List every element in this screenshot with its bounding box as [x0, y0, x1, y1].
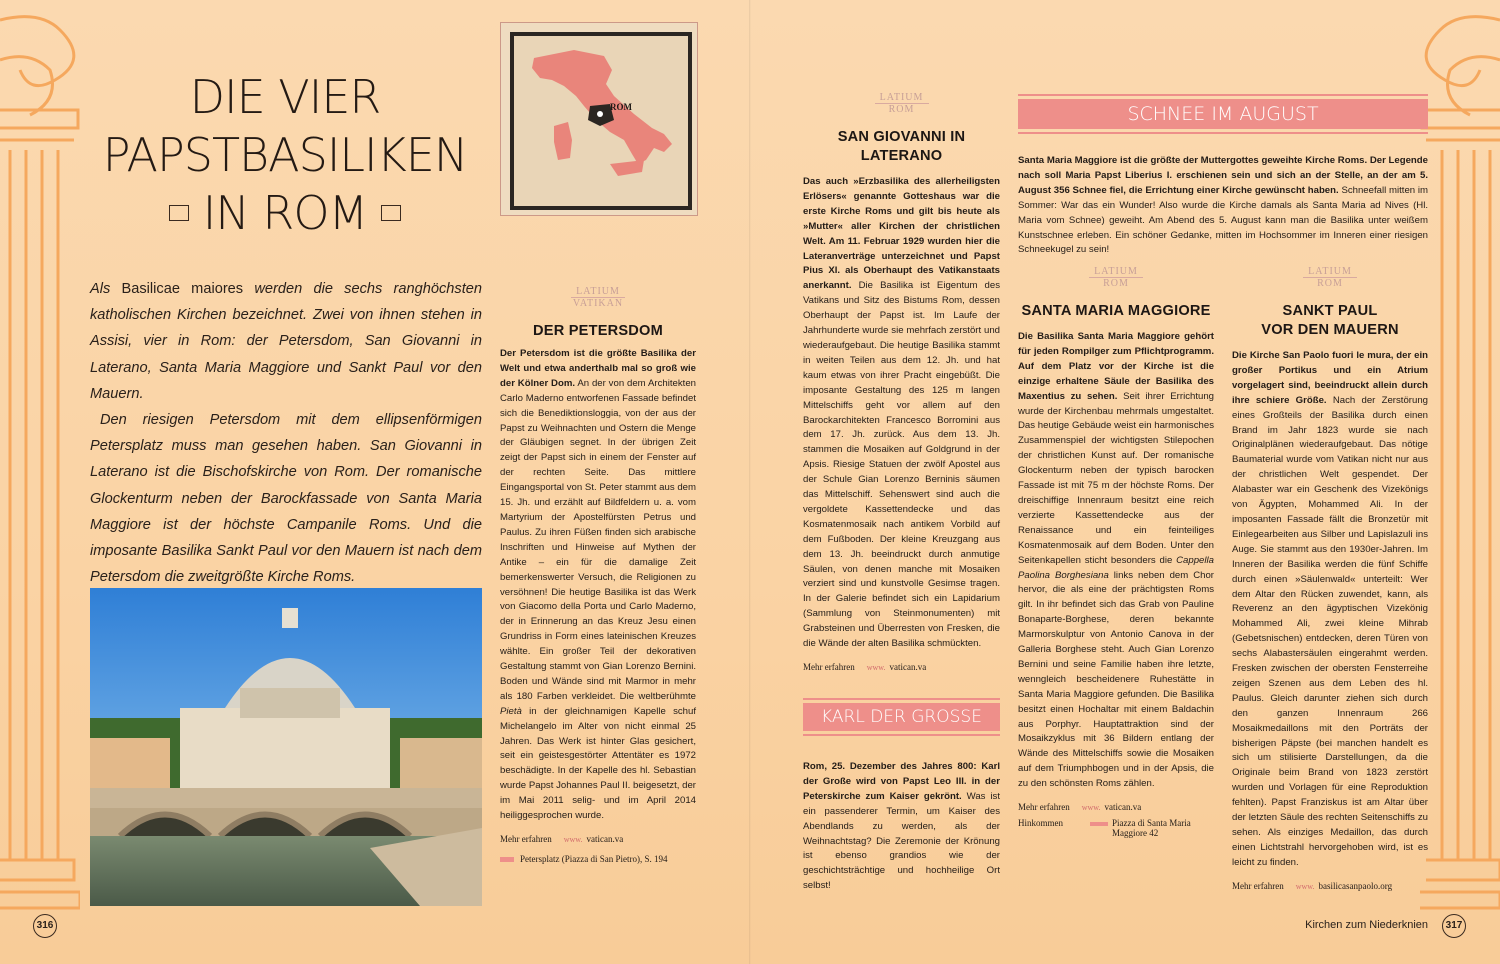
section-body: Die Basilika Santa Maria Maggiore gehört für jeden Rompilger zum Pflichtprogramm. Auf dem Platz vor der Kirche ist die einzige erhaltene Säule der Basilika des Maxentius zu sehen. Seit ihrer Errichtung wurde der Kirchenbau mehrmals umgestaltet. Das heutige Gebäude weist ein harmonisches Zusammenspiel der wichtigsten Stilepochen der christlichen Kunst auf. Der romanische Glockenturm neben der typisch barocken Fassade ist mit 75 m der höchste Roms. Der dreischiffige Innenraum besitzt eine reich verzierte Kassettendecke aus der Renaissance und ein feinteiliges Kosmatenmosaik auf dem Boden. Unter den Seitenkapellen sticht besonders die Cappella Paolina Borghesiana links neben dem Chor hervor, die als eine der prächtigsten Roms gilt. In ihr befindet sich das Grab von Pauline Bonaparte-Borghese, deren bekannte Marmorskulptur von Antonio Canova in der Galleria Borghese steht. Auch Gian Lorenzo Bernini und seine Familie haben ihre letzte, wenngleich bescheidenere Ruhestätte in Santa Maria Maggiore gefunden. Die Basilika besitzt einen Hochaltar mit einem Baldachin aus Porphyr. Hauptattraktion sind der Mosaikzyklus mit 36 Bildern entlang der Wände des Mittelschiffs sowie die Mosaiken auf dem Triumphbogen und in der Apsis, die zu den schönsten Roms zählen. [1018, 331, 1215, 790]
section-heading: SANKT PAUL VOR DEN MAUERN [1261, 303, 1399, 338]
footer-section-title: Kirchen zum Niederknien [1305, 919, 1428, 931]
section-body: Die Kirche San Paolo fuori le mura, der ein großer Portikus und ein Atrium vorgelagert sind, beeindruckt allein durch ihre schiere Größe. Nach der Zerstörung eines Großteils der Basilika durch einen Brand im Jahr 1823 wurde sie nach Originalplänen wiederaufgebaut. Das nötige Baumaterial wurde vom Vatikan nicht nur aus der christlichen Welt gespendet. Der Alabaster war ein Geschenk des Vizekönigs von Ägypten, Mohammed Ali. In der imposanten Fassade fällt die Bronzetür mit Einlegearbeiten aus Silber und Lapislazuli ins Auge. Sie stammt aus den 1930er-Jahren. Im Inneren der Basilika werden die fünf Schiffe durch einen »Säulenwald« unterteilt: Wer dem Altar den Rücken zuwendet, kann, als Reverenz an den ägyptischen Vizekönig Mohammed Ali, zwei kleine Mihrab (Gebetsnischen) entdecken, deren Türen von sechs Alabastersäulen eingerahmt werden. Fresken zwischen der obersten Fensterreihe zeigen Szenen aus dem Leben des hl. Paulus. Gleich darunter ziehen sich durch den ganzen Innenraum 266 Mosaikmedaillons mit den Porträts der bisherigen Päpste (bei manchen handelt es sich um stilisierte Darstellungen, da die Originale beim Brand von 1823 zerstört wurden und Vorlagen für eine Reproduktion fehlten). Papst Franziskus ist am Altar über der letzten Säule des rechten Seitenschiffs zu sehen. Als einziges Medaillon, das durch einen Lichtstrahl hervorgehoben wird, ist es leicht zu finden. [1232, 350, 1428, 868]
page-title [90, 68, 480, 242]
left-column-ornament [0, 0, 80, 910]
karl-box [803, 698, 1000, 894]
banner-title: KARL DER GROSSE [803, 703, 1000, 731]
www-icon: www. [866, 663, 886, 672]
title-line-2: PAPSTBASILIKEN [102, 128, 468, 182]
section-body: Der Petersdom ist die größte Basilika der Welt und etwa anderthalb mal so groß wie der Kölner Dom. An der von dem Architekten Carlo Maderno entworfenen Fassade befindet sich die Benediktionsloggia, von der aus der Papst zu Weihnachten und Ostern die Menge der Gläubigen segnet. In der übrigen Zeit zeigt der Papst sich in einem der Fenster auf der rechten Seite. Das mittlere Eingangsportal von St. Peter stammt aus dem 15. Jh. und erzählt auf Bildfeldern u. a. vom Martyrium der Apostelfürsten Petrus und Paulus. Zu ihren Füßen finden sich arabische Inschriften und Hinweise auf Mythen der Antike – ein für die damalige Zeit bemerkenswerter Versuch, die Religionen zu versöhnen! Die heutige Basilika ist das Werk von Giacomo della Porta und Carlo Maderno, der in Erinnerung an das Kreuz Jesu einen Grundriss in Form eines lateinischen Kreuzes wählte. Ein großer Teil der dekorativen Gestaltung stammt von Gian Lorenzo Bernini. Boden und Wände sind mit Marmor in mehr als 180 Farben verkleidet. Die weltberühmte Pietà in der gleichnamigen Kapelle schuf Michelangelo im Alter von nicht einmal 25 Jahren. Das Werk ist hinter Glas gesichert, seit ein geistesgestörter Attentäter es 1972 beschädigte. In der Kapelle des hl. Sebastian wurde Papst Johannes Paul II. beigesetzt, der im Mai 2011 selig- und im April 2014 heiliggesprochen wurde. [500, 348, 696, 822]
region-label: LATIUM ROM [1018, 266, 1214, 289]
more-info-link[interactable]: Mehr erfahren www. vatican.va [500, 834, 624, 844]
more-info-link[interactable]: Mehr erfahren www. vatican.va [803, 662, 927, 672]
section-body: Rom, 25. Dezember des Jahres 800: Karl der Große wird von Papst Leo III. in der Peterskirche zum Kaiser gekrönt. Was ist ein passenderer Termin, um Kaiser des Abendlands zu werden, als der Weihnachtstag? Die Zeremonie der Krönung ist ebenso grandios wie der geschichtsträchtige und hochheilige Ort selbst! [803, 761, 1000, 892]
st-peters-photo [90, 588, 482, 906]
www-icon: www. [1295, 881, 1315, 891]
ornament-icon [169, 205, 189, 221]
more-info-link[interactable]: Mehr erfahren www. vatican.va [1018, 802, 1142, 813]
location-reference: Petersplatz (Piazza di San Pietro), S. 194 [500, 854, 696, 864]
directions: Hinkommen Piazza di Santa Maria Maggiore 42 [1018, 818, 1191, 839]
section-heading: SAN GIOVANNI IN LATERANO [837, 129, 966, 164]
banner-frame [1018, 94, 1428, 134]
intro-paragraph-1: Als Basilicae maiores werden die sechs ranghöchsten katholischen Kirchen bezeichnet. Zwei von ihnen stehen in Assisi, vier in Rom: der Petersdom, San Giovanni in Laterano, Santa Maria Maggiore und Sankt Paul vor den Mauern. [90, 281, 482, 402]
ornament-icon [381, 205, 401, 221]
arrow-icon [1090, 822, 1108, 826]
section-body: Santa Maria Maggiore ist die größte der Muttergottes geweihte Kirche Roms. Der Legende nach soll Maria Papst Liberius I. erschienen sein und sich an der Stelle, an der am 5. August 356 Schnee fiel, die Errichtung einer Kirche gewünscht haben. Schneefall mitten im Sommer: War das ein Wunder! Also wurde die Kirche damals als Santa Maria ad Nives (Hl. Maria vom Schnee) geweiht. Am Abend des 5. August kann man die Basilika unter weißem Kunstschnee erleben. Ein schöner Gedanke, mitten im Hochsommer im Inneren einer riesigen Schneekugel zu sein! [1018, 155, 1429, 256]
region-label: LATIUM ROM [1232, 266, 1428, 289]
map-label-rom: ROM [610, 102, 632, 112]
page-number-right: 317 [1442, 914, 1466, 938]
intro-paragraph-2: Den riesigen Petersdom mit dem ellipsenförmigen Petersplatz muss man gesehen haben. San Giovanni in Laterano ist die Bischofskirche von Rom. Der romanische Glockenturm neben der Barockfassade von Santa Maria Maggiore ist der höchste Campanile Roms. Und die imposante Basilika Sankt Paul vor den Mauern ist nach dem Petersdom die zweitgrößte Kirche Roms. [90, 412, 482, 586]
right-column-ornament [1420, 0, 1500, 910]
section-heading: SANTA MARIA MAGGIORE [1021, 303, 1211, 319]
section-maggiore [1018, 266, 1214, 838]
arrow-icon [500, 857, 514, 862]
region-label: LATIUM VATIKAN [572, 286, 624, 309]
page-spine [749, 0, 751, 964]
banner-frame [803, 698, 1000, 736]
section-body: Das auch »Erzbasilika des allerheiligsten Erlösers« genannte Gotteshaus war die erste Kirche Roms und gilt bis heute als »Mutter« aller Kirchen der christlichen Welt. Am 11. Februar 1929 wurden hier die Lateranverträge unterzeichnet und Papst Pius XI. als Oberhaupt des Vatikanstaats anerkannt. Die Basilika ist Eigentum des Vatikans und Sitz des Bistums Rom, dessen Oberhaupt der Papst ist. Im Laufe der Jahrhunderte wurde sie mehrfach zerstört und wiederaufgebaut. Die heutige Basilika stammt in weiten Teilen aus dem 12. Jh. und hat kaum etwas von ihrer Pracht eingebüßt. Die imposante Gestaltung des 125 m langen Mittelschiffs geht vor allem auf den Barockarchitekten Francesco Borromini aus dem 17. Jh. zurück. Aus dem 13. Jh. stammen die Mosaiken auf Goldgrund in der Apsis. Riesige Statuen der zwölf Apostel aus der Schule Gian Lorenzo Berninis säumen das Mittelschiff. Sehenswert sind auch die vergoldete Kassettendecke und das Kosmatenmosaik nach antikem Vorbild auf dem Fußboden. Der kleine Kreuzgang aus dem 13. Jh. beeindruckt durch anmutige Säulen, von denen manche mit Mosaiken verziert sind und kunstvolle Gesimse tragen. In der Galerie befindet sich ein Lapidarium (Sammlung von Steinmonumenten) mit Grabsteinen und Überresten von Fresken, die die Wände der alten Basilika schmückten. [803, 176, 1000, 650]
region-label: LATIUM ROM [803, 92, 1000, 115]
section-giovanni [803, 92, 1000, 672]
more-info-link[interactable]: Mehr erfahren www. basilicasanpaolo.org [1232, 880, 1393, 891]
www-icon: www. [1081, 803, 1101, 813]
section-heading: DER PETERSDOM [533, 323, 663, 339]
intro-text [90, 276, 482, 590]
section-petersdom [500, 286, 696, 864]
schnee-box [1018, 94, 1428, 258]
banner-title: SCHNEE IM AUGUST [1018, 99, 1428, 129]
section-paul [1232, 266, 1428, 891]
www-icon: www. [563, 835, 583, 844]
title-line-3: IN ROM [90, 184, 480, 242]
title-line-1: DIE VIER [189, 70, 381, 124]
page-number-left: 316 [33, 914, 57, 938]
italy-map [500, 22, 698, 216]
